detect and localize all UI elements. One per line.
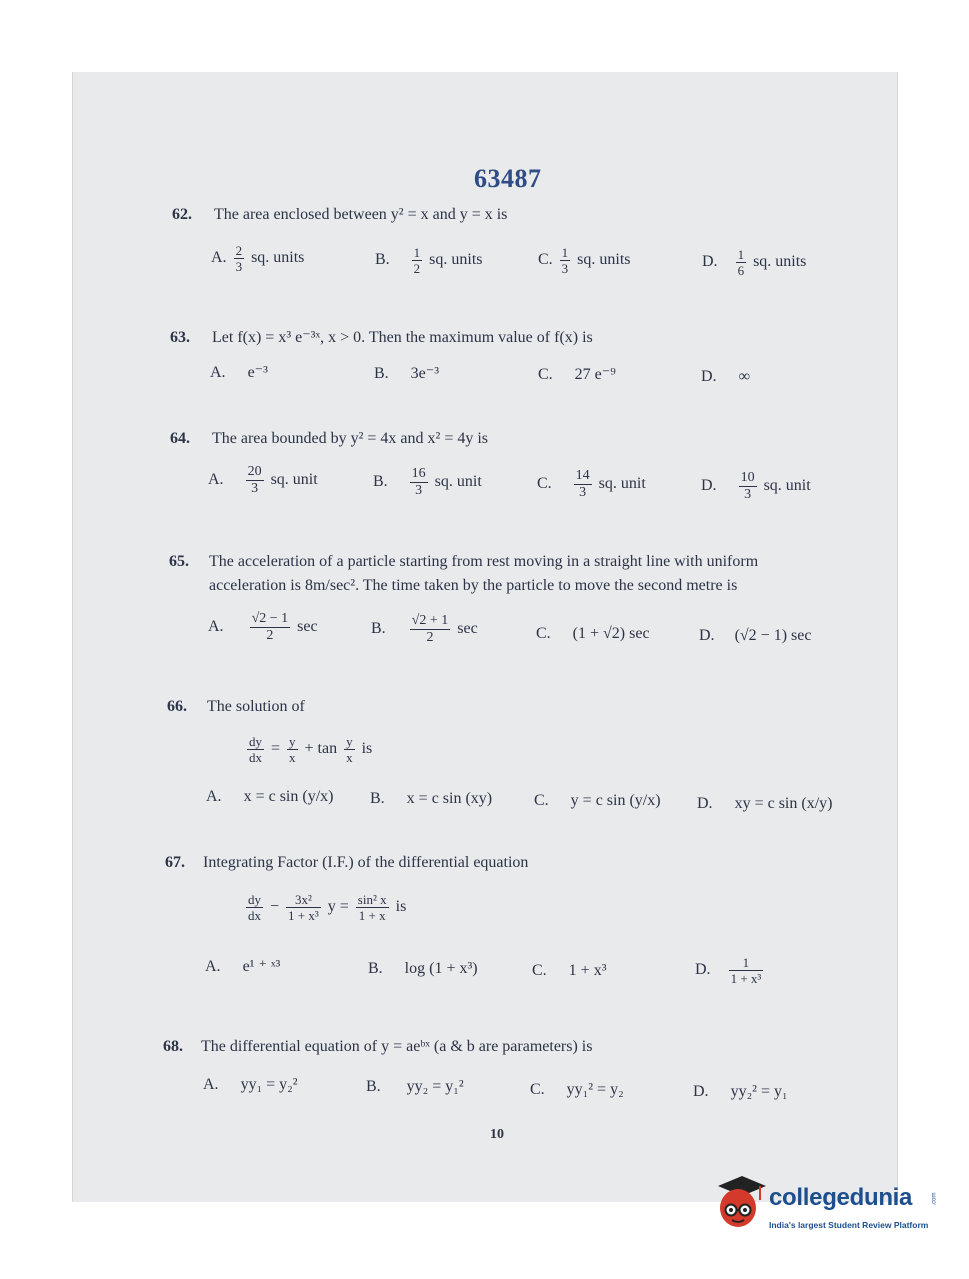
- option-letter: B.: [374, 365, 389, 382]
- minus-sign: −: [270, 898, 280, 916]
- option-letter: D.: [702, 253, 718, 271]
- fraction: $\frac{1}{\text{1 + x³}}$: [730, 955, 762, 986]
- option-letter: D.: [695, 961, 711, 979]
- option-66-c: [534, 792, 661, 810]
- equation-text: y =: [327, 898, 349, 916]
- option-letter: B.: [373, 473, 388, 491]
- fraction: $\frac{dy}{dx}$: [249, 734, 262, 765]
- fraction: $\frac{2}{3}$: [235, 243, 243, 274]
- question-stem-line-1: The acceleration of a particle starting from rest moving in a straight line with uniform: [209, 553, 759, 570]
- option-unit: sq. units: [753, 253, 807, 271]
- logo-suffix: .com: [931, 1192, 938, 1206]
- fraction: $\frac{\text{sin² x}}{1 + x}$: [357, 892, 387, 923]
- question-number: 65.: [169, 553, 189, 570]
- option-letter: A.: [205, 958, 221, 975]
- option-letter: A.: [208, 618, 224, 636]
- option-unit: sec: [457, 620, 478, 638]
- option-67-c: [532, 962, 607, 980]
- option-62-b: [375, 246, 483, 275]
- option-62-a: [211, 244, 304, 273]
- option-text: e¹ ⁺ ˣ³: [242, 958, 281, 975]
- option-unit: sq. unit: [434, 473, 482, 491]
- question-stem: The differential equation of y = aeᵇˣ (a & b are parameters) is: [201, 1038, 593, 1055]
- option-text: xy = c sin (x/y): [734, 795, 833, 812]
- question-62: [172, 206, 507, 224]
- option-63-d: [701, 368, 750, 386]
- option-67-d: [695, 956, 766, 985]
- fraction: $\frac{1}{3}$: [561, 245, 569, 276]
- trailing-text: is: [395, 898, 407, 916]
- equals-sign: =: [271, 740, 281, 758]
- collegedunia-logo: [712, 1172, 952, 1232]
- option-unit: sq. units: [429, 251, 483, 269]
- option-unit: sq. unit: [763, 477, 811, 495]
- option-letter: A.: [211, 249, 227, 267]
- option-unit: sq. unit: [598, 475, 646, 493]
- mascot-face-icon: [712, 1172, 768, 1232]
- question-stem: Integrating Factor (I.F.) of the differential equation: [203, 854, 529, 871]
- question-number: 62.: [172, 206, 192, 223]
- fraction: $\frac{14}{3}$: [575, 468, 590, 500]
- option-letter: C.: [532, 962, 547, 979]
- option-letter: C.: [534, 792, 549, 809]
- fraction: $\frac{1}{2}$: [413, 245, 421, 276]
- option-letter: D.: [693, 1083, 709, 1100]
- option-text: 3e⁻³: [410, 365, 440, 382]
- option-text: x = c sin (xy): [406, 790, 493, 807]
- question-number: 63.: [170, 329, 190, 346]
- fraction: $\frac{10}{3}$: [740, 470, 755, 502]
- logo-wordmark: collegedunia: [769, 1184, 913, 1211]
- option-letter: A.: [206, 788, 222, 805]
- operator-text: + tan: [304, 740, 338, 758]
- option-68-d: [693, 1083, 788, 1101]
- option-text: (√2 − 1) sec: [734, 627, 812, 644]
- question-number: 68.: [163, 1038, 183, 1055]
- option-unit: sq. units: [251, 249, 305, 267]
- question-stem: The area enclosed between y² = x and y = x is: [214, 206, 508, 223]
- option-text: yy₂ = y₁²: [406, 1078, 464, 1095]
- trailing-text: is: [361, 740, 373, 758]
- option-letter: A.: [208, 471, 224, 489]
- option-63-c: [538, 366, 616, 384]
- option-63-b: [374, 365, 439, 383]
- option-text: x = c sin (y/x): [243, 788, 334, 805]
- question-65: [169, 553, 758, 571]
- option-letter: C.: [536, 625, 551, 642]
- option-letter: D.: [697, 795, 713, 812]
- option-text: yy₁ = y₂²: [240, 1076, 298, 1093]
- option-text: 1 + x³: [568, 962, 607, 979]
- question-stem: The area bounded by y² = 4x and x² = 4y is: [212, 430, 489, 447]
- option-letter: B.: [375, 251, 390, 269]
- option-letter: A.: [203, 1076, 219, 1093]
- option-text: (1 + √2) sec: [572, 625, 650, 642]
- fraction: $\frac{20}{3}$: [247, 464, 262, 496]
- paper-code: 63487: [474, 164, 542, 193]
- option-65-b: [371, 614, 478, 645]
- option-64-b: [373, 467, 482, 498]
- question-stem: Let f(x) = x³ e⁻³ˣ, x > 0. Then the maximum value of f(x) is: [212, 329, 593, 346]
- differential-equation-66: [244, 735, 372, 764]
- question-stem-line-2: acceleration is 8m/sec². The time taken by the particle to move the second metre is: [209, 577, 738, 594]
- option-67-b: [368, 960, 478, 978]
- question-number: 66.: [167, 698, 187, 715]
- option-text: e⁻³: [247, 364, 268, 381]
- question-63: [170, 329, 593, 347]
- option-unit: sec: [297, 618, 318, 636]
- option-67-a: [205, 958, 280, 976]
- option-64-a: [208, 465, 318, 496]
- question-67: [165, 854, 528, 872]
- option-letter: D.: [699, 627, 715, 644]
- option-text: ∞: [738, 368, 750, 385]
- fraction: $\frac{1}{6}$: [737, 247, 745, 278]
- option-letter: D.: [701, 368, 717, 385]
- option-unit: sq. unit: [270, 471, 318, 489]
- fraction: $\frac{16}{3}$: [411, 466, 426, 498]
- option-text: yy₂² = y₁: [730, 1083, 788, 1100]
- fraction: $\frac{\text{3x²}}{\text{1 + x³}}$: [288, 892, 319, 923]
- question-68: [163, 1038, 592, 1056]
- fraction: $\frac{y}{x}$: [289, 734, 296, 765]
- option-68-a: [203, 1076, 298, 1094]
- question-number: 67.: [165, 854, 185, 871]
- option-unit: sq. units: [577, 251, 631, 269]
- question-number: 64.: [170, 430, 190, 447]
- option-letter: D.: [701, 477, 717, 495]
- question-64: [170, 430, 488, 448]
- option-66-a: [206, 788, 333, 806]
- differential-equation-67: [243, 893, 406, 922]
- option-text: yy₁² = y₂: [566, 1081, 624, 1098]
- option-64-c: [537, 469, 646, 500]
- option-66-d: [697, 795, 832, 813]
- option-65-d: [699, 627, 811, 645]
- option-letter: C.: [530, 1081, 545, 1098]
- option-letter: B.: [371, 620, 386, 638]
- option-text: 27 e⁻⁹: [574, 366, 616, 383]
- option-62-c: [538, 246, 631, 275]
- option-64-d: [701, 471, 811, 502]
- fraction: $\frac{y}{x}$: [346, 734, 353, 765]
- option-letter: C.: [538, 251, 553, 269]
- option-letter: B.: [366, 1078, 381, 1095]
- option-letter: B.: [370, 790, 385, 807]
- option-68-b: [366, 1078, 464, 1096]
- option-letter: C.: [537, 475, 552, 493]
- page-number: 10: [490, 1127, 504, 1142]
- question-stem: The solution of: [207, 698, 305, 715]
- fraction: $\frac{dy}{dx}$: [248, 892, 261, 923]
- option-letter: C.: [538, 366, 553, 383]
- option-65-c: [536, 625, 650, 643]
- fraction: $\frac{√2 + 1}{2}$: [411, 613, 449, 645]
- option-62-d: [702, 248, 806, 277]
- option-letter: B.: [368, 960, 383, 977]
- option-letter: A.: [210, 364, 226, 381]
- option-68-c: [530, 1081, 624, 1099]
- option-65-a: [208, 612, 318, 643]
- option-66-b: [370, 790, 492, 808]
- option-text: y = c sin (y/x): [570, 792, 661, 809]
- logo-tagline: India's largest Student Review Platform: [769, 1220, 929, 1230]
- option-63-a: [210, 364, 268, 382]
- question-66: [167, 698, 305, 716]
- fraction: $\frac{√2 - 1}{2}$: [251, 611, 289, 643]
- option-text: log (1 + x³): [404, 960, 478, 977]
